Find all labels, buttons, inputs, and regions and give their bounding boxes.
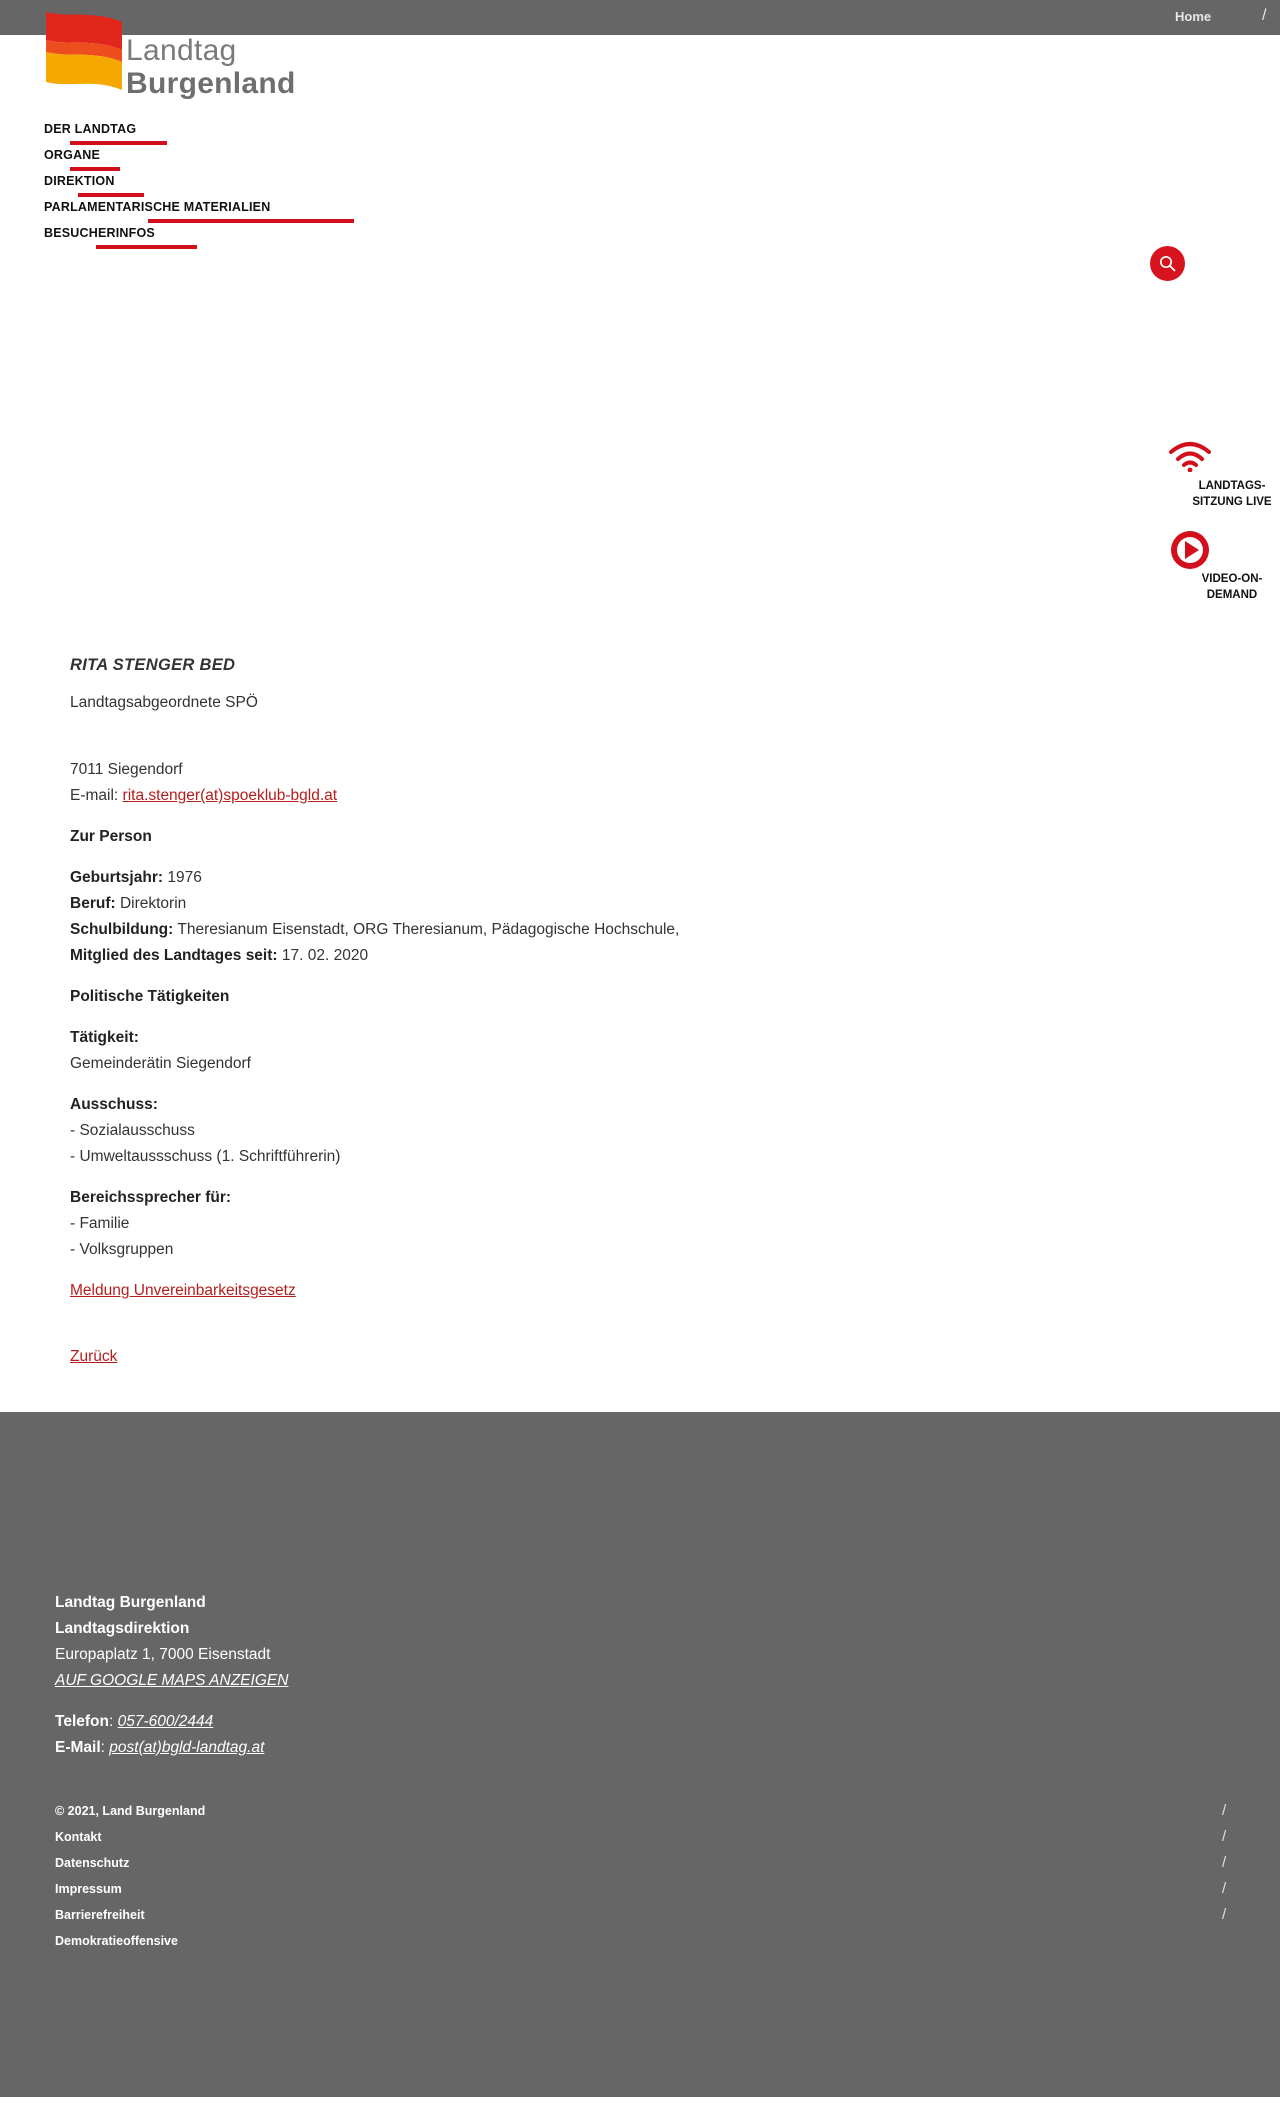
email-label: E-mail: <box>70 787 119 804</box>
spokes-item: - Volksgruppen <box>70 1241 174 1258</box>
flag-icon <box>44 10 124 92</box>
phone-label: Telefon <box>55 1713 109 1730</box>
footer-separators <box>1222 1798 1226 1928</box>
footer-separator: / <box>1222 1880 1227 1897</box>
footer-separator: / <box>1222 1854 1227 1871</box>
footer-separator: / <box>1222 1906 1227 1923</box>
spokes-label: Bereichssprecher für: <box>70 1189 232 1206</box>
footer-org: Landtag Burgenland <box>55 1594 206 1611</box>
logo-line-2: Burgenland <box>126 67 296 100</box>
wifi-icon <box>1168 440 1212 472</box>
nav-underline <box>96 245 197 249</box>
committee-label: Ausschuss: <box>70 1096 158 1113</box>
member-since-value: 17. 02. 2020 <box>281 947 369 964</box>
footer-link-demokratieoffensive[interactable]: Demokratieoffensive <box>55 1934 178 1948</box>
committee-item: - Umweltaussschuss (1. Schriftführerin) <box>70 1148 341 1165</box>
back-link[interactable]: Zurück <box>70 1348 118 1365</box>
footer-separator: / <box>1222 1802 1227 1819</box>
committee-item: - Sozialausschuss <box>70 1122 195 1139</box>
logo-line-1: Landtag <box>126 34 237 67</box>
nav-link-parlamentarische-materialien[interactable]: PARLAMENTARISCHE MATERIALIEN <box>44 200 271 214</box>
main-navigation <box>44 120 444 250</box>
vod-label-line-1: VIDEO-ON- <box>1201 573 1263 585</box>
footer-link-impressum[interactable]: Impressum <box>55 1882 122 1896</box>
livestream-label-line-2: SITZUNG LIVE <box>1192 496 1272 508</box>
footer-separator: / <box>1222 1828 1227 1845</box>
nav-item-parlamentarische-materialien <box>44 198 444 224</box>
section-politische-taetigkeiten: Politische Tätigkeiten <box>70 988 230 1005</box>
nav-item-organe <box>44 146 444 172</box>
footer-street: Europaplatz 1, 7000 Eisenstadt <box>55 1646 271 1663</box>
footer-address: Landtag Burgenland Landtagsdirektion Europaplatz 1, 7000 Eisenstadt AUF GOOGLE MAPS ANZEIGEN Telefon: 057-600/2444 E-Mail: post(at)bgld-landtag.at <box>55 1594 289 1756</box>
birth-row <box>70 865 970 891</box>
member-name: RITA STENGER BED <box>70 656 236 674</box>
nav-underline <box>70 141 167 145</box>
nav-item-der-landtag <box>44 120 444 146</box>
copyright: © 2021, Land Burgenland <box>55 1804 206 1818</box>
home-link[interactable]: Home <box>1175 9 1212 24</box>
school-value: Theresianum Eisenstadt, ORG Theresianum, Pädagogische Hochschule, <box>177 921 680 938</box>
job-row <box>70 891 970 917</box>
job-value: Direktorin <box>119 895 187 912</box>
nav-link-direktion[interactable]: DIREKTION <box>44 174 115 188</box>
member-email-link[interactable]: rita.stenger(at)spoeklub-bgld.at <box>122 787 338 804</box>
footer-links <box>55 1798 205 1954</box>
spokes-item: - Familie <box>70 1215 130 1232</box>
school-label: Schulbildung: <box>70 921 174 938</box>
search-button[interactable] <box>1150 246 1185 281</box>
activity-value: Gemeinderätin Siegendorf <box>70 1055 251 1072</box>
footer-dept: Landtagsdirektion <box>55 1620 190 1637</box>
birth-label: Geburtsjahr: <box>70 869 164 886</box>
nav-underline <box>70 167 120 171</box>
section-zur-person: Zur Person <box>70 828 152 845</box>
member-since-row <box>70 943 970 969</box>
google-maps-link[interactable]: AUF GOOGLE MAPS ANZEIGEN <box>55 1672 289 1689</box>
member-profile <box>70 652 970 1370</box>
vod-label-line-2: DEMAND <box>1206 589 1258 601</box>
phone-link[interactable]: 057-600/2444 <box>117 1713 214 1730</box>
mail-link[interactable]: post(at)bgld-landtag.at <box>109 1739 265 1756</box>
member-city: 7011 Siegendorf <box>70 761 183 778</box>
nav-link-organe[interactable]: ORGANE <box>44 148 101 162</box>
birth-value: 1976 <box>167 869 202 886</box>
livestream-label-line-1: LANDTAGS- <box>1198 480 1266 492</box>
search-icon <box>1159 255 1176 272</box>
play-icon <box>1170 530 1210 570</box>
nav-underline <box>78 193 144 197</box>
mail-label: E-Mail <box>55 1739 101 1756</box>
nav-link-der-landtag[interactable]: DER LANDTAG <box>44 122 137 136</box>
nav-link-besucherinfos[interactable]: BESUCHERINFOS <box>44 226 155 240</box>
activity-label: Tätigkeit: <box>70 1029 139 1046</box>
report-link[interactable]: Meldung Unvereinbarkeitsgesetz <box>70 1282 296 1299</box>
job-label: Beruf: <box>70 895 116 912</box>
footer-link-barrierefreiheit[interactable]: Barrierefreiheit <box>55 1908 145 1922</box>
member-since-label: Mitglied des Landtages seit: <box>70 947 278 964</box>
footer-link-datenschutz[interactable]: Datenschutz <box>55 1856 130 1870</box>
footer-link-kontakt[interactable]: Kontakt <box>55 1830 102 1844</box>
member-email-row <box>70 783 970 809</box>
breadcrumb-separator: / <box>1262 7 1267 24</box>
site-footer <box>0 1412 1280 2097</box>
nav-item-direktion <box>44 172 444 198</box>
school-row <box>70 917 970 943</box>
site-logo[interactable] <box>44 10 296 100</box>
nav-underline <box>148 219 354 223</box>
nav-item-besucherinfos <box>44 224 444 250</box>
member-role: Landtagsabgeordnete SPÖ <box>70 694 258 711</box>
